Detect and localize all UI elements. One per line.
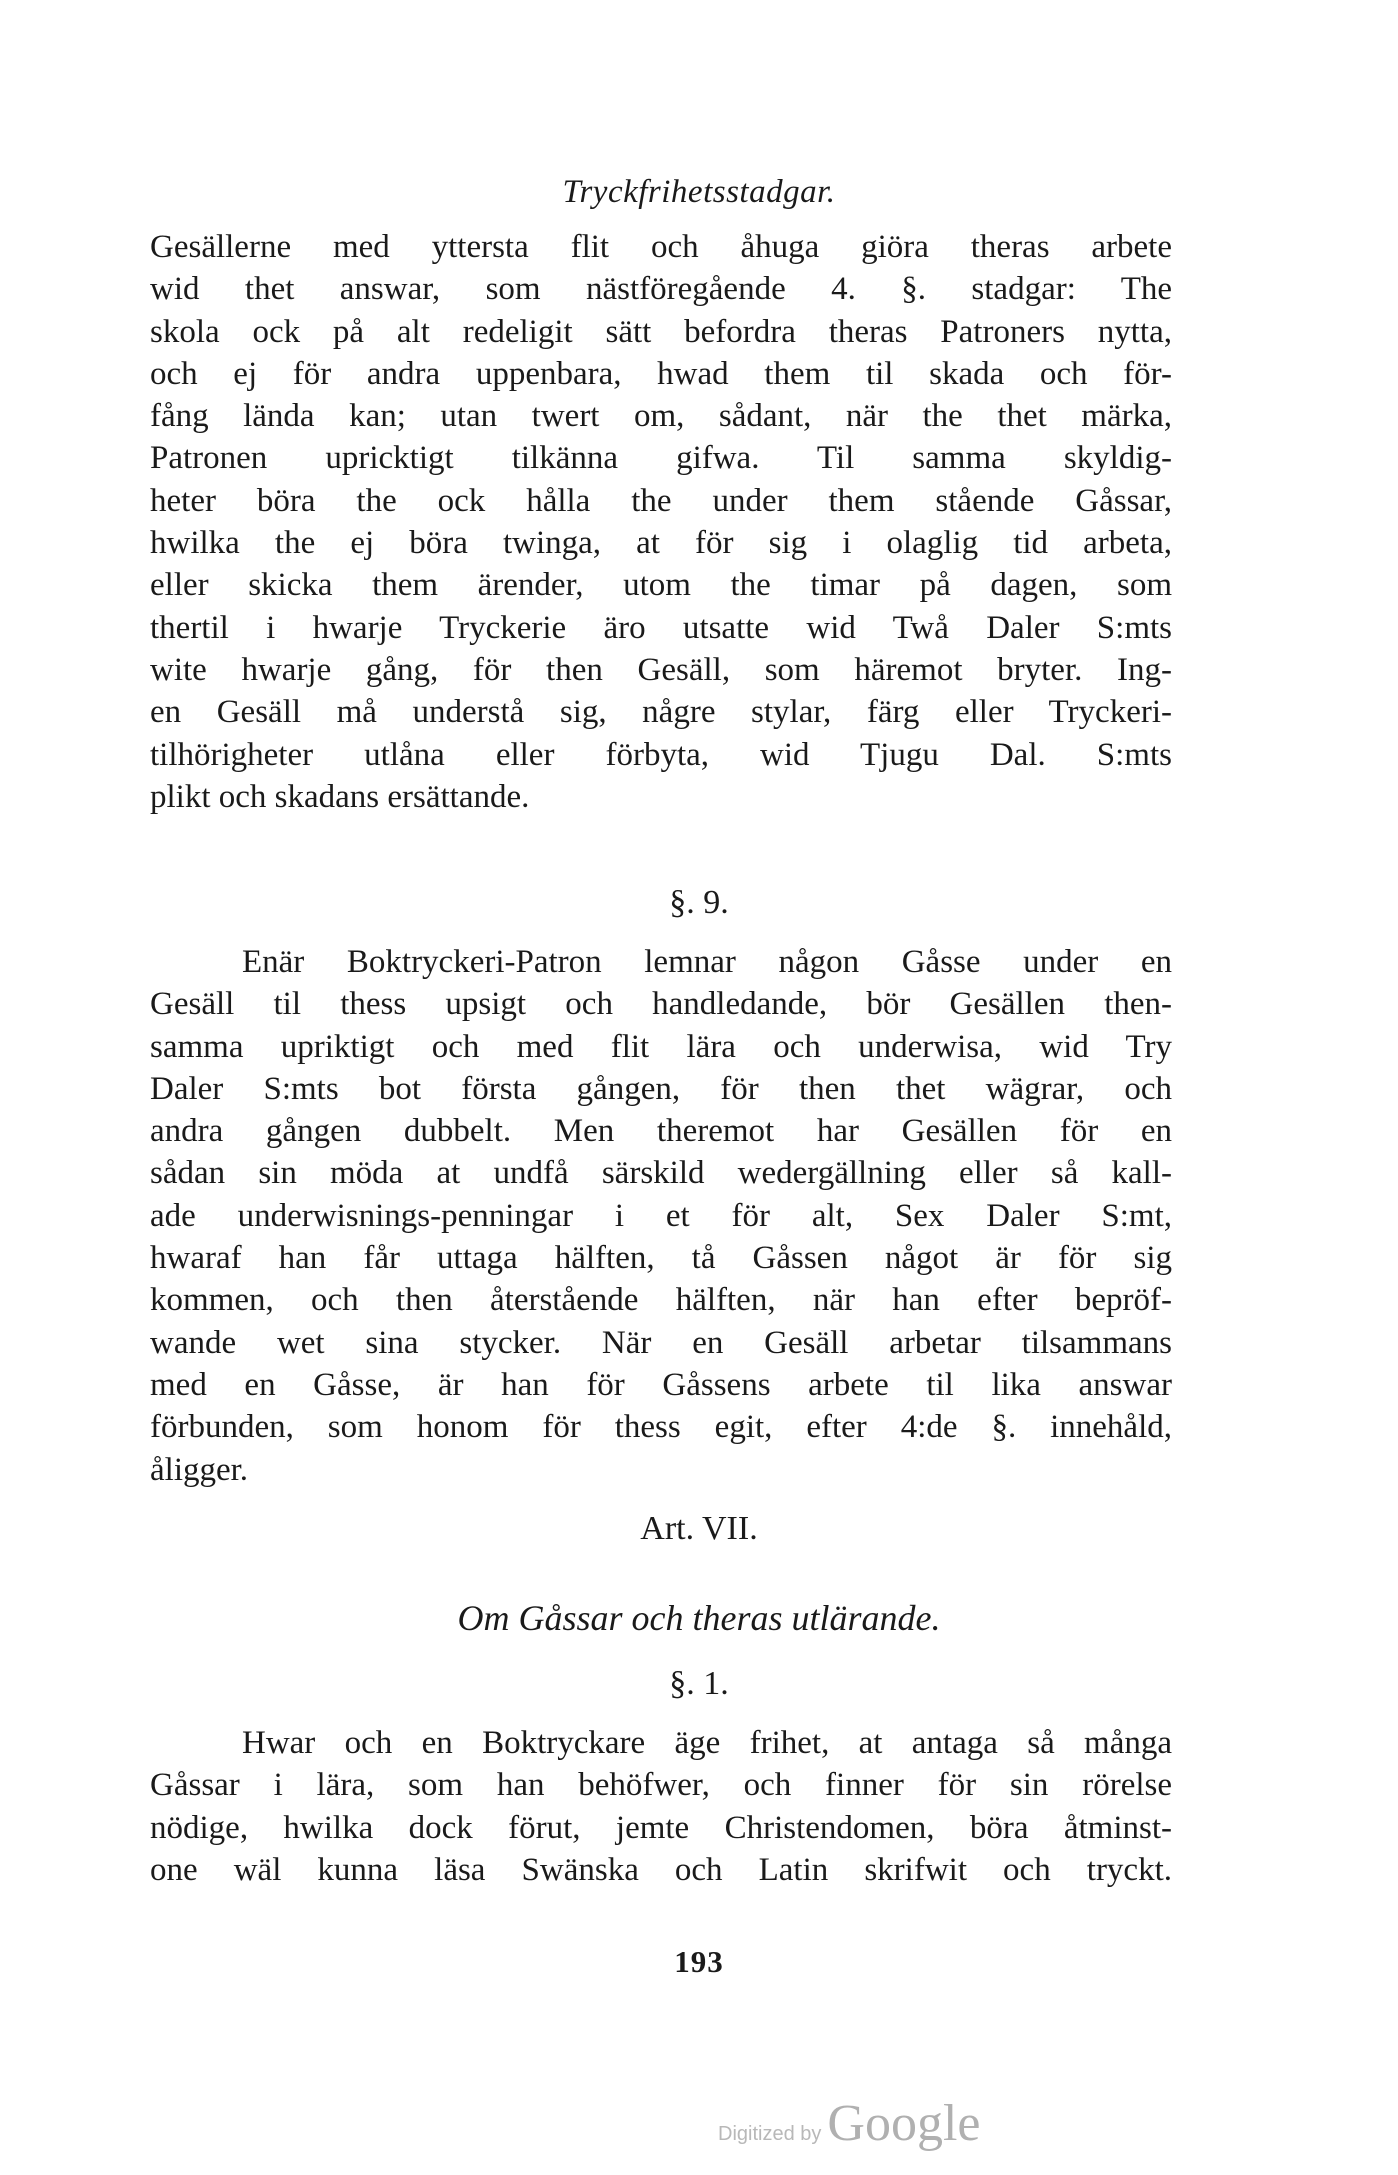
text-line: åligger. (150, 1451, 249, 1488)
text-line: Gåssar i lära, som han behöfwer, och finner för sin rörelse (150, 1767, 1172, 1804)
text-line: en Gesäll må understå sig, någre stylar, färg eller Tryckeri- (150, 694, 1172, 731)
text-line: nödige, hwilka dock förut, jemte Christendomen, böra åtminst- (150, 1809, 1172, 1846)
text-line: skola ock på alt redeligit sätt befordra theras Patroners nytta, (150, 313, 1172, 350)
text-line: kommen, och then återstående hälften, när han efter bepröf- (150, 1282, 1172, 1319)
google-logo: Google (827, 2095, 981, 2152)
text-line: ade underwisnings-penningar i et för alt, Sex Daler S:mt, (150, 1197, 1172, 1234)
paragraph-3-text (150, 1722, 1172, 1891)
text-line: samma upriktigt och med flit lära och underwisa, wid Try (150, 1028, 1172, 1065)
text-line: Daler S:mts bot första gången, för then thet wägrar, och (150, 1070, 1172, 1107)
text-line: andra gången dubbelt. Men theremot har Gesällen för en (150, 1113, 1172, 1150)
text-line: Gesäll til thess upsigt och handledande, bör Gesällen then- (150, 986, 1172, 1023)
paragraph-1-text (150, 226, 1172, 818)
text-line: tilhörigheter utlåna eller förbyta, wid Tjugu Dal. S:mts (150, 736, 1172, 773)
text-line: och ej för andra uppenbara, hwad them til skada och för- (150, 355, 1172, 392)
text-line: Enär Boktryckeri-Patron lemnar någon Gåsse under en (242, 944, 1172, 980)
text-line: med en Gåsse, är han för Gåssens arbete til lika answar (150, 1366, 1172, 1403)
section-1-heading: §. 1. (669, 1665, 729, 1702)
text-line: wite hwarje gång, för then Gesäll, som häremot bryter. Ing- (150, 651, 1172, 688)
section-9-heading: §. 9. (669, 884, 729, 921)
text-line: eller skicka them ärender, utom the timar på dagen, som (150, 567, 1172, 604)
text-line: förbunden, som honom för thess egit, efter 4:de §. innehåld, (150, 1409, 1172, 1446)
text-line: Gesällerne med yttersta flit och åhuga giöra theras arbete (150, 229, 1172, 265)
text-line: Hwar och en Boktryckare äge frihet, at antaga så många (242, 1725, 1172, 1761)
text-line: one wäl kunna läsa Swänska och Latin skrifwit och tryckt. (150, 1851, 1172, 1888)
text-line: wid thet answar, som nästföregående 4. §. stadgar: The (150, 271, 1172, 308)
article-heading: Art. VII. (640, 1510, 758, 1547)
text-line: hwilka the ej böra twinga, at för sig i olaglig tid arbeta, (150, 525, 1172, 562)
text-line: heter böra the ock hålla the under them stående Gåssar, (150, 482, 1172, 519)
text-line: Patronen upricktigt tilkänna gifwa. Til samma skyldig- (150, 440, 1172, 477)
running-head: Tryckfrihetsstadgar. (562, 174, 836, 210)
text-line: fång lända kan; utan twert om, sådant, när the thet märka, (150, 398, 1172, 435)
paragraph-2-text (150, 941, 1172, 1491)
watermark-prefix: Digitized by (718, 2123, 822, 2145)
text-line: thertil i hwarje Tryckerie äro utsatte wid Twå Daler S:mts (150, 609, 1172, 646)
text-line: plikt och skadans ersättande. (150, 778, 530, 815)
article-subtitle: Om Gåssar och theras utlärande. (457, 1598, 941, 1638)
text-line: hwaraf han får uttaga hälften, tå Gåssen något är för sig (150, 1240, 1172, 1277)
digitized-watermark (718, 2094, 980, 2153)
text-line: wande wet sina stycker. När en Gesäll arbetar tilsammans (150, 1324, 1172, 1361)
page-number: 193 (674, 1944, 724, 1979)
text-line: sådan sin möda at undfå särskild wedergällning eller så kall- (150, 1155, 1172, 1192)
